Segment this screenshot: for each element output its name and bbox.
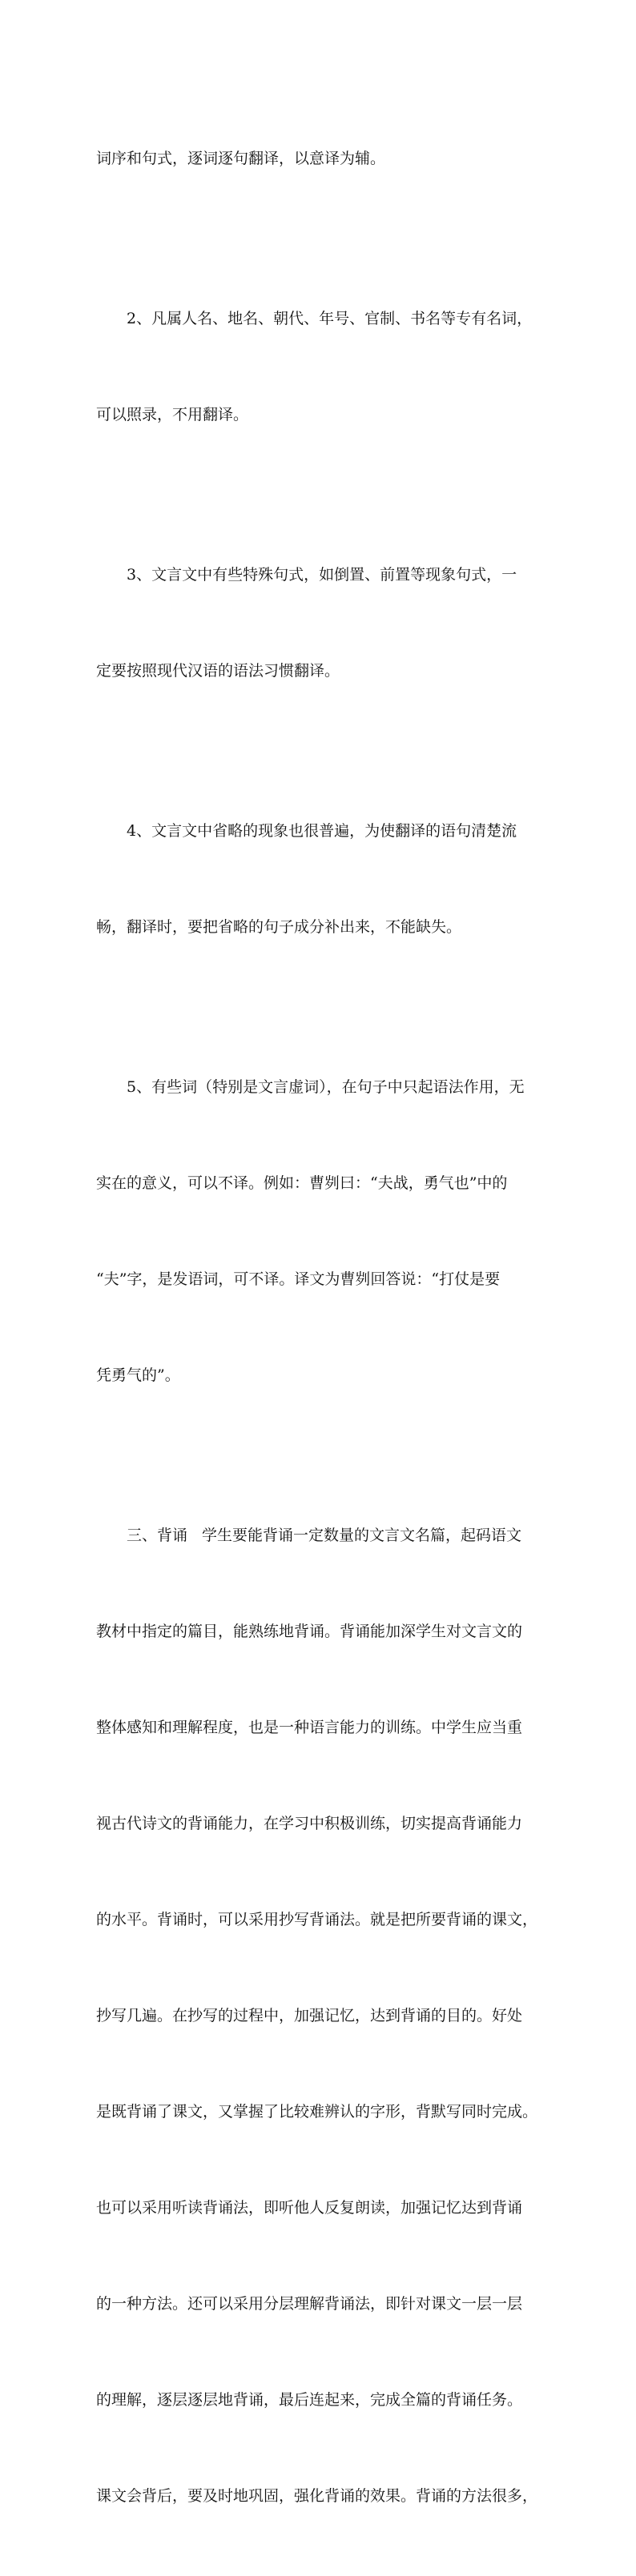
text-line: 是既背诵了课文，又掌握了比较难辨认的字形，背默写同时完成。 [96,2103,538,2121]
text-line: 5、有些词（特别是文言虚词），在句子中只起语法作用，无 [127,1078,525,1096]
text-line: 的水平。背诵时，可以采用抄写背诵法。就是把所要背诵的课文， [96,1911,538,1928]
text-line-rest: 学生要能背诵一定数量的文言文名篇，起码语文 [202,1527,522,1544]
text-line: 视古代诗文的背诵能力，在学习中积极训练，切实提高背诵能力 [96,1815,523,1832]
paragraph-translation-method-continuation [96,78,543,239]
text-line: 定要按照现代汉语的语法习惯翻译。 [96,662,340,680]
text-line: “夫”字，是发语词，可不译。译文为曹刿回答说：“打仗是要 [96,1270,501,1288]
text-line: 词序和句式，逐词逐句翻译，以意译为辅。 [96,150,386,167]
text-line: 凭勇气的”。 [96,1366,180,1384]
text-line: 课文会背后，要及时地巩固，强化背诵的效果。背诵的方法很多， [96,2487,538,2505]
text-line: 整体感知和理解程度，也是一种语言能力的训练。中学生应当重 [96,1719,523,1736]
paragraph-special-sentence-patterns [96,495,543,751]
text-line: 2、凡属人名、地名、朝代、年号、官制、书名等专有名词， [127,310,533,327]
text-line: 实在的意义，可以不译。例如：曹刿曰：“夫战，勇气也”中的 [96,1174,508,1192]
text-line: 3、文言文中有些特殊句式，如倒置、前置等现象句式，一 [127,566,517,584]
text-line: 畅，翻译时，要把省略的句子成分补出来，不能缺失。 [96,918,462,936]
text-line: 的理解，逐层逐层地背诵，最后连起来，完成全篇的背诵任务。 [96,2391,523,2409]
section-heading-recitation: 三、背诵 [127,1527,188,1544]
paragraph-recitation [96,1455,543,2576]
text-line: 抄写几遍。在抄写的过程中，加强记忆，达到背诵的目的。好处 [96,2007,523,2024]
document-body [96,78,543,2576]
text-line: 可以照录，不用翻译。 [96,406,249,423]
text-line: 教材中指定的篇目，能熟练地背诵。背诵能加深学生对文言文的 [96,1623,523,1640]
text-line [96,1519,543,1551]
paragraph-function-words [96,1007,543,1455]
text-line: 4、文言文中省略的现象也很普遍，为使翻译的语句清楚流 [127,822,517,840]
text-line: 也可以采用听读背诵法，即听他人反复朗读，加强记忆达到背诵 [96,2199,523,2217]
text-line: 的一种方法。还可以采用分层理解背诵法，即针对课文一层一层 [96,2295,523,2313]
paragraph-proper-nouns [96,239,543,495]
paragraph-omission [96,751,543,1007]
